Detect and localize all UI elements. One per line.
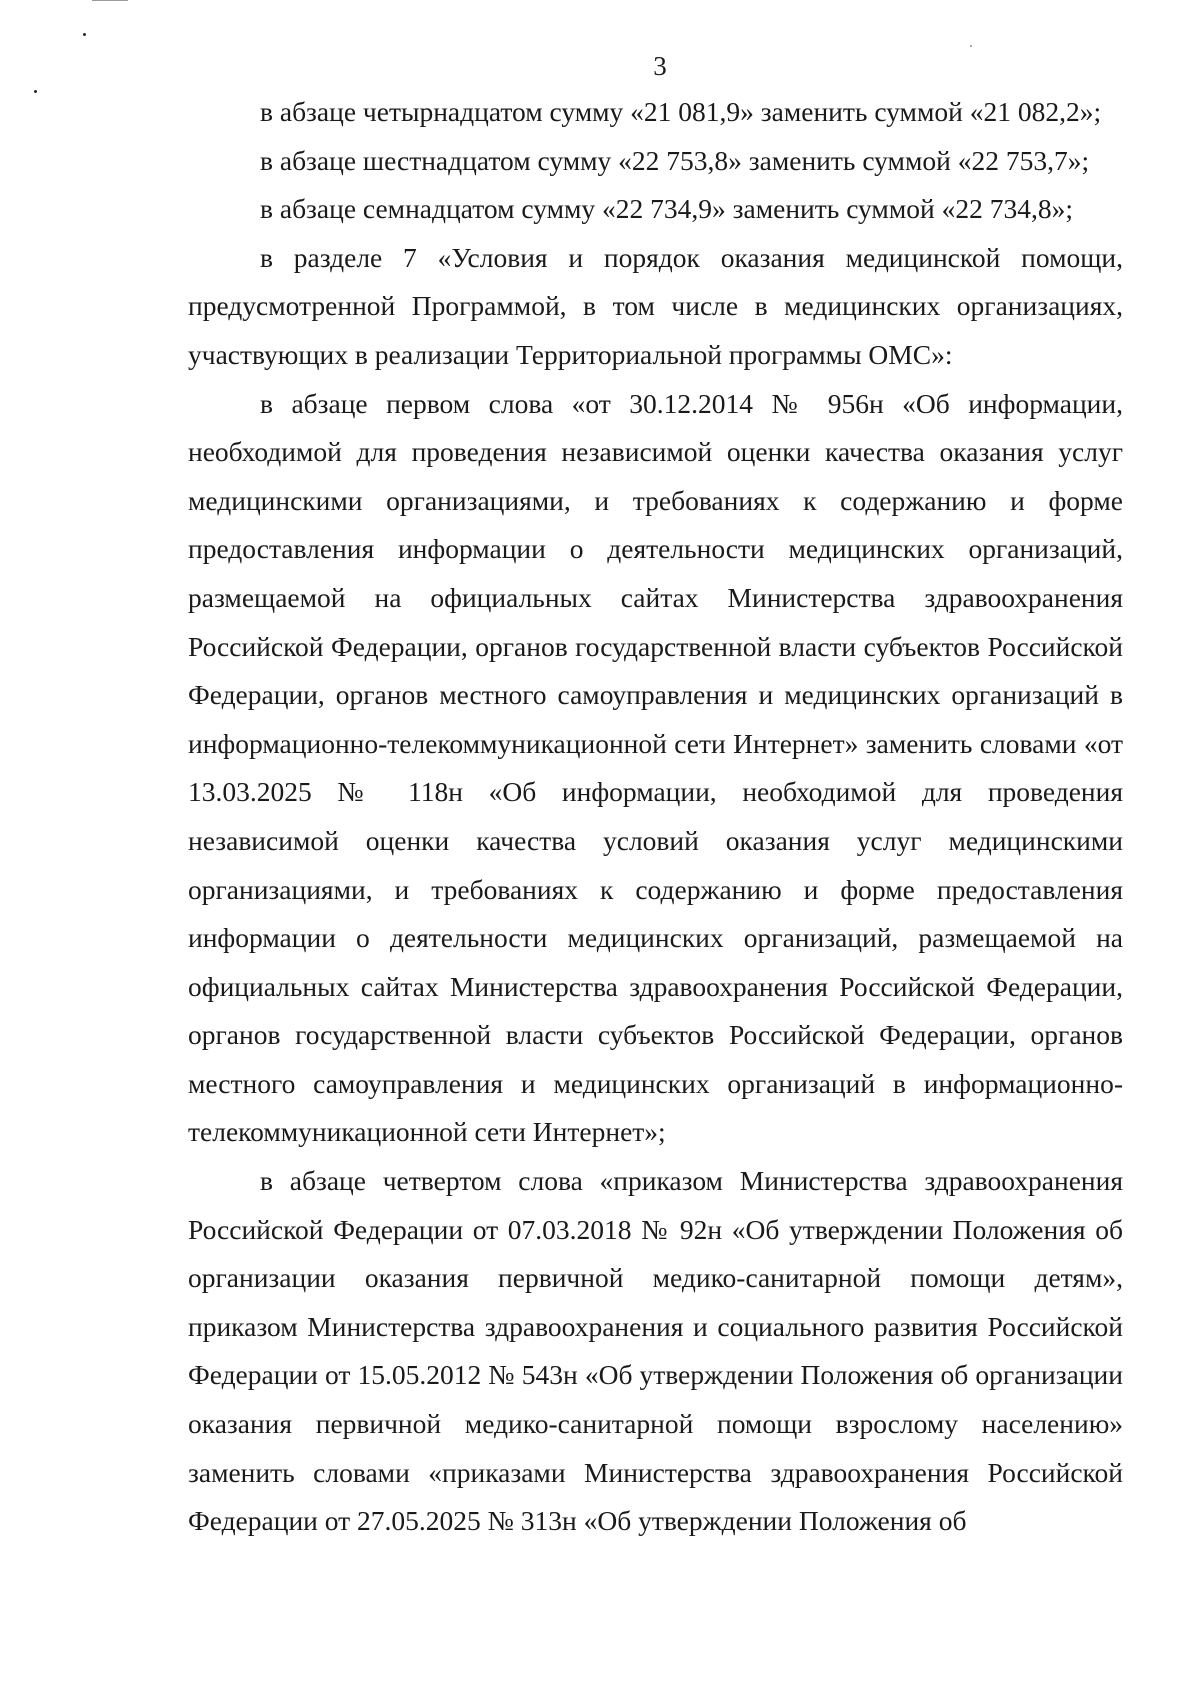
paragraph: в абзаце первом слова «от 30.12.2014 № 956н «Об информации, необходимой для проведения независимой оценки качества оказания услуг медицинскими организациями, и требованиях к содержанию и форме предоставления информации о деятельности медицинских организаций, размещаемой на официальных сайтах Министерства здравоохранения Российской Федерации, органов государственной власти субъектов Российской Федерации, органов местного самоуправления и медицинских организаций в информационно-телекоммуникационной сети Интернет» заменить словами «от 13.03.2025 № 118н «Об информации, необходимой для проведения независимой оценки качества условий оказания услуг медицинскими организациями, и требованиях к содержанию и форме предоставления информации о деятельности медицинских организаций, размещаемой на официальных сайтах Министерства здравоохранения Российской Федерации, органов государственной власти субъектов Российской Федерации, органов местного самоуправления и медицинских организаций в информационно-телекоммуникационной сети Интернет»; bbox=[188, 387, 1123, 1148]
paragraph: в абзаце четырнадцатом сумму «21 081,9» заменить суммой «21 082,2»; bbox=[260, 96, 1102, 127]
scan-edge-line bbox=[92, 0, 128, 1]
paragraph: в абзаце семнадцатом сумму «22 734,9» заменить суммой «22 734,8»; bbox=[260, 193, 1073, 225]
scan-speck bbox=[34, 90, 37, 93]
scan-speck bbox=[83, 33, 86, 36]
page-number: 3 bbox=[653, 51, 667, 81]
scan-speck bbox=[970, 45, 972, 47]
paragraph: в разделе 7 «Условия и порядок оказания медицинской помощи, предусмотренной Программой, в том числе в медицинских организациях, участвующих в реализации Территориальной программы ОМС»: bbox=[188, 241, 1123, 370]
paragraph: в абзаце четвертом слова «приказом Министерства здравоохранения Российской Федерации от 07.03.2018 № 92н «Об утверждении Положения об организации оказания первичной медико-санитарной помощи детям», приказом Министерства здравоохранения и социального развития Российской Федерации от 15.05.2012 № 543н «Об утверждении Положения об организации оказания первичной медико-санитарной помощи взрослому населению» заменить словами «приказами Министерства здравоохранения Российской Федерации от 27.05.2025 № 313н «Об утверждении Положения об bbox=[188, 1165, 1123, 1537]
paragraph: в абзаце шестнадцатом сумму «22 753,8» заменить суммой «22 753,7»; bbox=[260, 144, 1090, 176]
document-body bbox=[188, 88, 1123, 1546]
